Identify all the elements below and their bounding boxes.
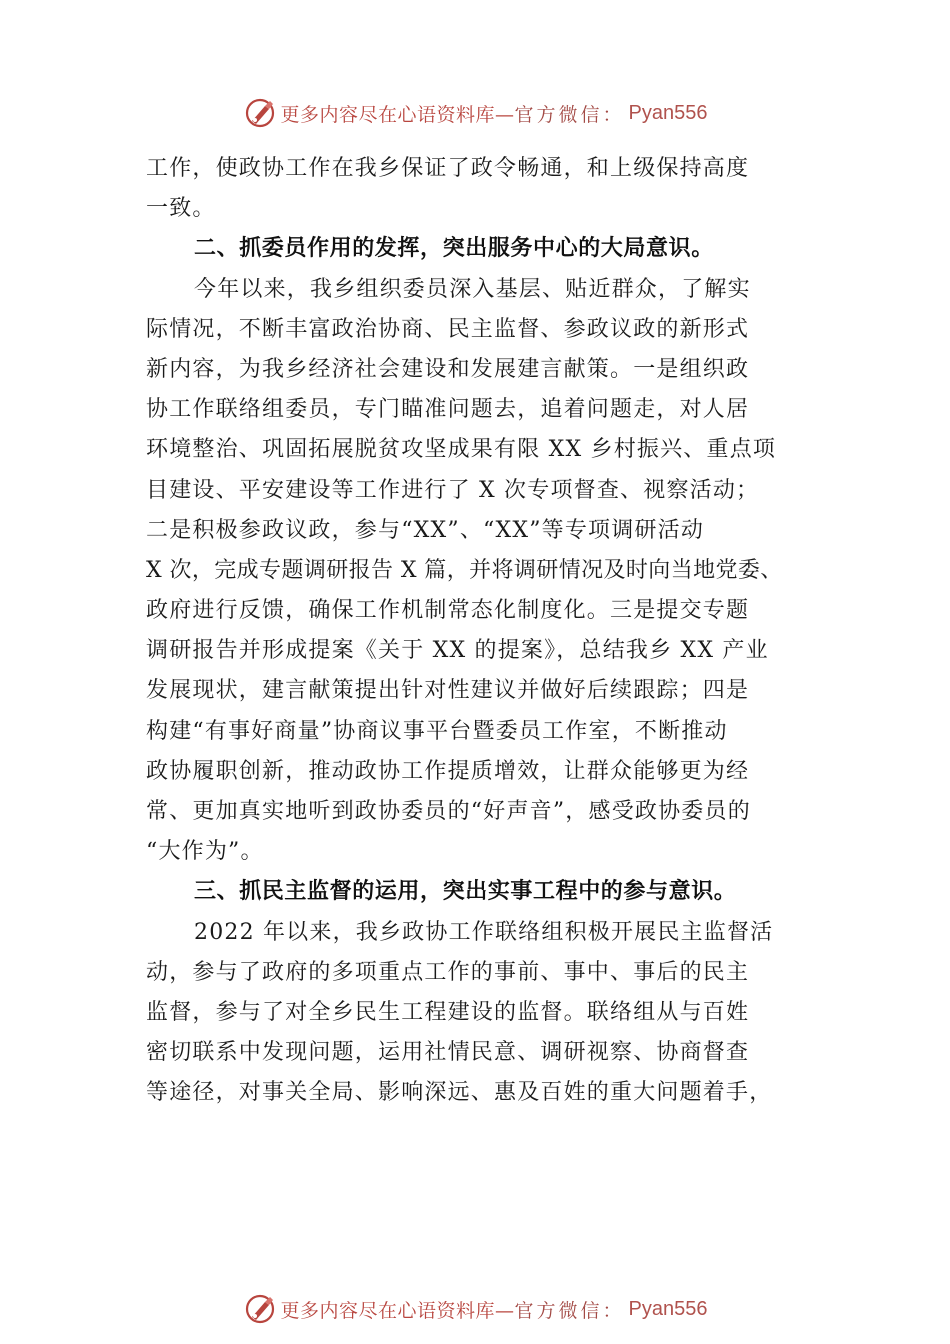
banner-sub-text: 官方微信： (514, 103, 625, 126)
section-heading-2: 二、抓委员作用的发挥，突出服务中心的大局意识。 (194, 236, 714, 262)
body-line: 密切联系中发现问题，运用社情民意、调研视察、协商督查 (146, 1040, 750, 1066)
pen-nib-logo-icon (243, 96, 277, 130)
header-banner (0, 93, 950, 133)
body-line: 新内容，为我乡经济社会建设和发展建言献策。一是组织政 (146, 356, 750, 382)
body-line: 发展现状，建言献策提出针对性建议并做好后续跟踪；四是 (146, 678, 750, 704)
body-line: 目建设、平安建设等工作进行了 X 次专项督查、视察活动； (146, 477, 760, 503)
pen-nib-logo-icon (243, 1292, 277, 1326)
footer-banner (0, 1289, 950, 1329)
body-line: 一致。 (146, 196, 216, 222)
banner-main-text: 更多内容尽在心语资料库— (280, 103, 515, 126)
body-line: “大作为”。 (146, 839, 264, 865)
section-heading-3: 三、抓民主监督的运用，突出实事工程中的参与意识。 (194, 879, 737, 905)
banner-wechat-id: Pyan556 (628, 1297, 708, 1320)
banner-wechat-id: Pyan556 (628, 101, 708, 124)
paragraph-start: 今年以来，我乡组织委员深入基层、贴近群众，了解实 (194, 276, 751, 302)
body-line: 协工作联络组委员，专门瞄准问题去，追着问题走，对人居 (146, 397, 750, 423)
banner-main-text: 更多内容尽在心语资料库— (280, 1299, 515, 1322)
body-line: X 次，完成专题调研报告 X 篇，并将调研情况及时向当地党委、 (146, 557, 783, 583)
body-line: 常、更加真实地听到政协委员的“好声音”，感受政协委员的 (146, 799, 751, 824)
body-line: 等途径，对事关全局、影响深远、惠及百姓的重大问题着手， (146, 1080, 773, 1106)
banner-sub-text: 官方微信： (514, 1299, 625, 1322)
paragraph-start: 2022 年以来，我乡政协工作联络组积极开展民主监督活 (194, 919, 774, 945)
document-body (146, 149, 836, 1114)
body-line: 政协履职创新，推动政协工作提质增效，让群众能够更为经 (146, 758, 750, 784)
body-line: 调研报告并形成提案《关于 XX 的提案》，总结我乡 XX 产业 (146, 638, 769, 664)
body-line: 工作，使政协工作在我乡保证了政令畅通，和上级保持高度 (146, 156, 750, 181)
body-line: 监督，参与了对全乡民生工程建设的监督。联络组从与百姓 (146, 999, 750, 1025)
body-line: 构建“有事好商量”协商议事平台暨委员工作室，不断推动 (146, 718, 728, 744)
body-line: 政府进行反馈，确保工作机制常态化制度化。三是提交专题 (146, 598, 750, 624)
body-line: 环境整治、巩固拓展脱贫攻坚成果有限 XX 乡村振兴、重点项 (146, 437, 777, 463)
body-line: 动，参与了政府的多项重点工作的事前、事中、事后的民主 (146, 959, 750, 985)
body-line: 际情况，不断丰富政治协商、民主监督、参政议政的新形式 (146, 316, 750, 342)
body-line: 二是积极参政议政，参与“XX”、“XX”等专项调研活动 (146, 517, 705, 543)
